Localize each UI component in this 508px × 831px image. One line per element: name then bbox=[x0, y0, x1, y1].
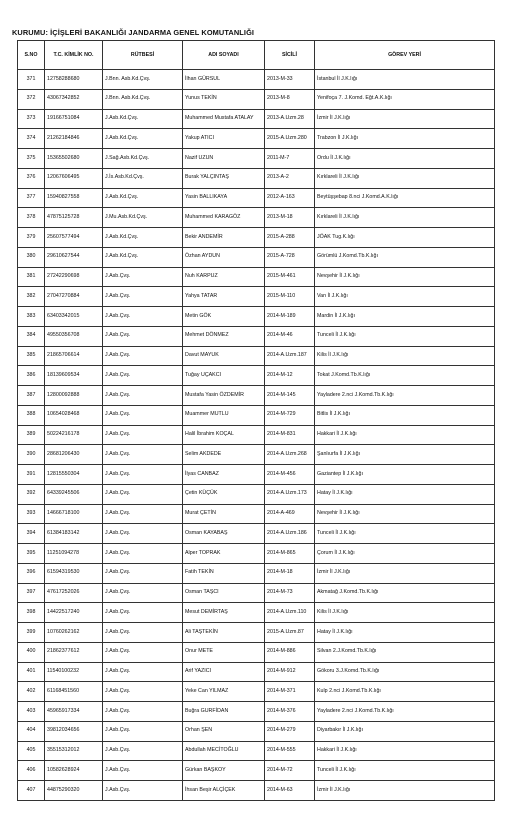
cell-tc-no: 10654028468 bbox=[45, 405, 103, 425]
cell-sno: 388 bbox=[18, 405, 45, 425]
cell-registry: 2013-M-18 bbox=[265, 208, 315, 228]
cell-duty-station: Hakkari İl J.K.lığı bbox=[315, 741, 495, 761]
cell-registry: 2014-M-729 bbox=[265, 405, 315, 425]
cell-full-name: Abdullah MECİTOĞLU bbox=[183, 741, 265, 761]
cell-rank: J.Asb.Kd.Çvş. bbox=[103, 188, 183, 208]
cell-rank: J.Asb.Çvş. bbox=[103, 405, 183, 425]
cell-duty-station: Kırklareli İl J.K.lığı bbox=[315, 168, 495, 188]
cell-duty-station: Tunceli İl J.K.lığı bbox=[315, 326, 495, 346]
cell-rank: J.Asb.Çvş. bbox=[103, 642, 183, 662]
table-body bbox=[18, 70, 495, 801]
cell-duty-station: Gaziantep İl J.K.lığı bbox=[315, 465, 495, 485]
cell-duty-station: Yayladere 2.nci J.Komd.Tb.K.lığı bbox=[315, 702, 495, 722]
cell-registry: 2014-A.Uzm.268 bbox=[265, 445, 315, 465]
cell-registry: 2014-M-46 bbox=[265, 326, 315, 346]
cell-tc-no: 27242290698 bbox=[45, 267, 103, 287]
header-rank: RÜTBESİ bbox=[103, 41, 183, 70]
cell-rank: J.Asb.Çvş. bbox=[103, 563, 183, 583]
cell-rank: J.Asb.Çvş. bbox=[103, 504, 183, 524]
cell-rank: J.Asb.Çvş. bbox=[103, 346, 183, 366]
cell-full-name: Mehmet DÖNMEZ bbox=[183, 326, 265, 346]
cell-sno: 383 bbox=[18, 307, 45, 327]
cell-sno: 396 bbox=[18, 563, 45, 583]
table-row bbox=[18, 168, 495, 188]
cell-full-name: Tuğay UÇAKCI bbox=[183, 366, 265, 386]
cell-tc-no: 27047270884 bbox=[45, 287, 103, 307]
cell-tc-no: 64339245506 bbox=[45, 484, 103, 504]
cell-registry: 2013-A-2 bbox=[265, 168, 315, 188]
cell-rank: J.Asb.Çvş. bbox=[103, 307, 183, 327]
cell-full-name: Halil İbrahim KOÇAL bbox=[183, 425, 265, 445]
table-header-row bbox=[18, 41, 495, 70]
cell-full-name: Fatih TEKİN bbox=[183, 563, 265, 583]
personnel-table bbox=[17, 40, 495, 801]
cell-rank: J.Asb.Kd.Çvş. bbox=[103, 109, 183, 129]
cell-tc-no: 15365502680 bbox=[45, 149, 103, 169]
cell-tc-no: 45965917334 bbox=[45, 702, 103, 722]
cell-full-name: Çetin KÜÇÜK bbox=[183, 484, 265, 504]
table-row bbox=[18, 524, 495, 544]
cell-tc-no: 21865706614 bbox=[45, 346, 103, 366]
cell-rank: J.Asb.Çvş. bbox=[103, 682, 183, 702]
table-row bbox=[18, 662, 495, 682]
cell-full-name: Muhammed KARAGÖZ bbox=[183, 208, 265, 228]
table-row bbox=[18, 761, 495, 781]
cell-registry: 2014-M-279 bbox=[265, 721, 315, 741]
cell-registry: 2014-M-555 bbox=[265, 741, 315, 761]
cell-tc-no: 61384183142 bbox=[45, 524, 103, 544]
table-row bbox=[18, 721, 495, 741]
cell-full-name: Yahya TATAR bbox=[183, 287, 265, 307]
cell-tc-no: 12758288680 bbox=[45, 70, 103, 90]
cell-tc-no: 43067342852 bbox=[45, 89, 103, 109]
cell-sno: 403 bbox=[18, 702, 45, 722]
cell-registry: 2015-A.Uzm.87 bbox=[265, 623, 315, 643]
cell-rank: J.Mu.Asb.Kd.Çvş. bbox=[103, 208, 183, 228]
cell-sno: 379 bbox=[18, 228, 45, 248]
table-row bbox=[18, 741, 495, 761]
cell-registry: 2011-M-7 bbox=[265, 149, 315, 169]
table-row bbox=[18, 445, 495, 465]
table-row bbox=[18, 247, 495, 267]
cell-registry: 2014-A.Uzm.187 bbox=[265, 346, 315, 366]
cell-rank: J.Asb.Çvş. bbox=[103, 326, 183, 346]
cell-full-name: İlyas CANBAZ bbox=[183, 465, 265, 485]
table-row bbox=[18, 544, 495, 564]
cell-sno: 372 bbox=[18, 89, 45, 109]
cell-tc-no: 12800092888 bbox=[45, 386, 103, 406]
cell-rank: J.Asb.Çvş. bbox=[103, 484, 183, 504]
cell-registry: 2014-M-456 bbox=[265, 465, 315, 485]
cell-duty-station: Tunceli İl J.K.lığı bbox=[315, 524, 495, 544]
cell-tc-no: 47875125728 bbox=[45, 208, 103, 228]
cell-tc-no: 12067606495 bbox=[45, 168, 103, 188]
cell-duty-station: Tunceli İl J.K.lığı bbox=[315, 761, 495, 781]
cell-full-name: Burak YALÇINTAŞ bbox=[183, 168, 265, 188]
cell-sno: 393 bbox=[18, 504, 45, 524]
cell-rank: J.Asb.Çvş. bbox=[103, 702, 183, 722]
cell-sno: 371 bbox=[18, 70, 45, 90]
header-full-name: ADI SOYADI bbox=[183, 41, 265, 70]
cell-registry: 2014-M-18 bbox=[265, 563, 315, 583]
cell-sno: 382 bbox=[18, 287, 45, 307]
cell-full-name: Metin GÖK bbox=[183, 307, 265, 327]
cell-duty-station: Akmatağ J.Komd.Tb.K.lığı bbox=[315, 583, 495, 603]
cell-duty-station: Kilis İl J.K.lığı bbox=[315, 346, 495, 366]
table-row bbox=[18, 682, 495, 702]
table-row bbox=[18, 208, 495, 228]
cell-rank: J.Asb.Çvş. bbox=[103, 465, 183, 485]
cell-tc-no: 29610627544 bbox=[45, 247, 103, 267]
table-row bbox=[18, 287, 495, 307]
cell-registry: 2014-M-886 bbox=[265, 642, 315, 662]
cell-registry: 2014-M-72 bbox=[265, 761, 315, 781]
cell-sno: 398 bbox=[18, 603, 45, 623]
header-registry: SİCİLİ bbox=[265, 41, 315, 70]
cell-tc-no: 35515312012 bbox=[45, 741, 103, 761]
cell-rank: J.Asb.Çvş. bbox=[103, 583, 183, 603]
cell-tc-no: 63403342015 bbox=[45, 307, 103, 327]
cell-full-name: Orhan ŞEN bbox=[183, 721, 265, 741]
table-row bbox=[18, 326, 495, 346]
cell-registry: 2014-M-73 bbox=[265, 583, 315, 603]
cell-sno: 376 bbox=[18, 168, 45, 188]
cell-registry: 2014-M-371 bbox=[265, 682, 315, 702]
cell-sno: 400 bbox=[18, 642, 45, 662]
cell-sno: 404 bbox=[18, 721, 45, 741]
cell-tc-no: 21862377612 bbox=[45, 642, 103, 662]
cell-duty-station: Kırklareli İl J.K.lığı bbox=[315, 208, 495, 228]
cell-tc-no: 11540100232 bbox=[45, 662, 103, 682]
cell-duty-station: Silvan 2.J.Komd.Tb.K.lığı bbox=[315, 642, 495, 662]
cell-registry: 2014-M-145 bbox=[265, 386, 315, 406]
cell-duty-station: İzmir İl J.K.lığı bbox=[315, 781, 495, 801]
cell-duty-station: Yenifoça 7. J.Komd. Eğt.A.K.lığı bbox=[315, 89, 495, 109]
cell-duty-station: Görümlü J.Komd.Tb.K.lığı bbox=[315, 247, 495, 267]
cell-rank: J.İs.Asb.Kd.Çvş. bbox=[103, 168, 183, 188]
cell-duty-station: Tokat J.Komd.Tb.K.lığı bbox=[315, 366, 495, 386]
cell-full-name: Mesut DEMİRTAŞ bbox=[183, 603, 265, 623]
header-sno: S.NO bbox=[18, 41, 45, 70]
cell-duty-station: Hatay İl J.K.lığı bbox=[315, 484, 495, 504]
table-row bbox=[18, 228, 495, 248]
table-row bbox=[18, 504, 495, 524]
cell-rank: J.Asb.Çvş. bbox=[103, 445, 183, 465]
table-row bbox=[18, 366, 495, 386]
cell-registry: 2015-A-288 bbox=[265, 228, 315, 248]
cell-full-name: Bekir ANDEMİR bbox=[183, 228, 265, 248]
cell-tc-no: 14666718100 bbox=[45, 504, 103, 524]
cell-sno: 384 bbox=[18, 326, 45, 346]
table-row bbox=[18, 267, 495, 287]
cell-registry: 2013-A.Uzm.28 bbox=[265, 109, 315, 129]
table-row bbox=[18, 346, 495, 366]
cell-rank: J.Asb.Kd.Çvş. bbox=[103, 247, 183, 267]
cell-rank: J.Asb.Çvş. bbox=[103, 623, 183, 643]
cell-full-name: Ali TAŞTEKİN bbox=[183, 623, 265, 643]
cell-tc-no: 61594319530 bbox=[45, 563, 103, 583]
cell-sno: 401 bbox=[18, 662, 45, 682]
cell-sno: 378 bbox=[18, 208, 45, 228]
cell-sno: 397 bbox=[18, 583, 45, 603]
cell-sno: 390 bbox=[18, 445, 45, 465]
cell-registry: 2015-M-461 bbox=[265, 267, 315, 287]
cell-tc-no: 25607577494 bbox=[45, 228, 103, 248]
table-row bbox=[18, 583, 495, 603]
cell-sno: 402 bbox=[18, 682, 45, 702]
table-row bbox=[18, 603, 495, 623]
cell-full-name: Onur METE bbox=[183, 642, 265, 662]
cell-full-name: Nazif UZUN bbox=[183, 149, 265, 169]
cell-rank: J.Asb.Kd.Çvş. bbox=[103, 129, 183, 149]
cell-duty-station: Çorum İl J.K.lığı bbox=[315, 544, 495, 564]
table-row bbox=[18, 465, 495, 485]
table-row bbox=[18, 307, 495, 327]
cell-full-name: Nuh KARPUZ bbox=[183, 267, 265, 287]
cell-rank: J.Sağ.Asb.Kd.Çvş. bbox=[103, 149, 183, 169]
table-row bbox=[18, 129, 495, 149]
cell-duty-station: Kilis İl J.K.lığı bbox=[315, 603, 495, 623]
cell-rank: J.Asb.Çvş. bbox=[103, 662, 183, 682]
cell-duty-station: Mardin İl J.K.lığı bbox=[315, 307, 495, 327]
cell-rank: J.Bnn. Asb.Kd.Çvş. bbox=[103, 70, 183, 90]
cell-registry: 2014-A.Uzm.173 bbox=[265, 484, 315, 504]
table-row bbox=[18, 702, 495, 722]
cell-sno: 407 bbox=[18, 781, 45, 801]
table-row bbox=[18, 425, 495, 445]
table-row bbox=[18, 405, 495, 425]
cell-rank: J.Asb.Çvş. bbox=[103, 267, 183, 287]
cell-full-name: Arif YAZICI bbox=[183, 662, 265, 682]
cell-full-name: Davut MAYUK bbox=[183, 346, 265, 366]
cell-sno: 394 bbox=[18, 524, 45, 544]
cell-registry: 2015-M-110 bbox=[265, 287, 315, 307]
cell-rank: J.Asb.Çvş. bbox=[103, 386, 183, 406]
cell-sno: 374 bbox=[18, 129, 45, 149]
cell-sno: 386 bbox=[18, 366, 45, 386]
cell-tc-no: 47617252026 bbox=[45, 583, 103, 603]
cell-tc-no: 61168451560 bbox=[45, 682, 103, 702]
table-row bbox=[18, 484, 495, 504]
cell-registry: 2014-A-469 bbox=[265, 504, 315, 524]
cell-duty-station: Nevşehir İl J.K.lığı bbox=[315, 504, 495, 524]
cell-full-name: Yakup ATICI bbox=[183, 129, 265, 149]
table-row bbox=[18, 188, 495, 208]
cell-registry: 2015-A.Uzm.280 bbox=[265, 129, 315, 149]
cell-full-name: Buğra GURFİDAN bbox=[183, 702, 265, 722]
cell-full-name: Yunus TEKİN bbox=[183, 89, 265, 109]
cell-duty-station: Beytüşşebap 8.nci J.Komd.A.K.lığı bbox=[315, 188, 495, 208]
cell-tc-no: 10582628924 bbox=[45, 761, 103, 781]
cell-tc-no: 11251094278 bbox=[45, 544, 103, 564]
cell-sno: 380 bbox=[18, 247, 45, 267]
cell-full-name: Yeke Can YILMAZ bbox=[183, 682, 265, 702]
cell-sno: 385 bbox=[18, 346, 45, 366]
cell-registry: 2014-M-189 bbox=[265, 307, 315, 327]
cell-registry: 2013-M-33 bbox=[265, 70, 315, 90]
cell-tc-no: 21262184846 bbox=[45, 129, 103, 149]
cell-duty-station: Hatay İl J.K.lığı bbox=[315, 623, 495, 643]
cell-full-name: Muhammed Mustafa ATALAY bbox=[183, 109, 265, 129]
cell-rank: J.Asb.Çvş. bbox=[103, 544, 183, 564]
cell-duty-station: Van İl J.K.lığı bbox=[315, 287, 495, 307]
cell-rank: J.Asb.Çvş. bbox=[103, 425, 183, 445]
cell-full-name: Muammer MUTLU bbox=[183, 405, 265, 425]
cell-sno: 399 bbox=[18, 623, 45, 643]
cell-duty-station: İzmir İl J.K.lığı bbox=[315, 563, 495, 583]
cell-registry: 2014-M-63 bbox=[265, 781, 315, 801]
cell-registry: 2014-A.Uzm.186 bbox=[265, 524, 315, 544]
table-row bbox=[18, 642, 495, 662]
cell-tc-no: 44875290320 bbox=[45, 781, 103, 801]
cell-registry: 2014-M-831 bbox=[265, 425, 315, 445]
cell-full-name: Murat ÇETİN bbox=[183, 504, 265, 524]
cell-full-name: Mustafa Yasin ÖZDEMİR bbox=[183, 386, 265, 406]
cell-tc-no: 50224216178 bbox=[45, 425, 103, 445]
cell-tc-no: 15940827558 bbox=[45, 188, 103, 208]
cell-tc-no: 14422517240 bbox=[45, 603, 103, 623]
cell-registry: 2014-A.Uzm.110 bbox=[265, 603, 315, 623]
table-row bbox=[18, 623, 495, 643]
header-tc-no: T.C. KİMLİK NO. bbox=[45, 41, 103, 70]
cell-duty-station: Kulp 2.nci J.Komd.Tb.K.lığı bbox=[315, 682, 495, 702]
cell-rank: J.Asb.Çvş. bbox=[103, 287, 183, 307]
cell-rank: J.Asb.Çvş. bbox=[103, 781, 183, 801]
cell-registry: 2014-M-376 bbox=[265, 702, 315, 722]
cell-tc-no: 49550356708 bbox=[45, 326, 103, 346]
table-row bbox=[18, 149, 495, 169]
cell-duty-station: Hakkari İl J.K.lığı bbox=[315, 425, 495, 445]
table-row bbox=[18, 781, 495, 801]
cell-registry: 2012-A-163 bbox=[265, 188, 315, 208]
cell-full-name: Yasin BALLIKAYA bbox=[183, 188, 265, 208]
cell-sno: 406 bbox=[18, 761, 45, 781]
cell-sno: 389 bbox=[18, 425, 45, 445]
cell-rank: J.Asb.Çvş. bbox=[103, 721, 183, 741]
cell-tc-no: 28681206430 bbox=[45, 445, 103, 465]
cell-full-name: Gürkan BAŞKOY bbox=[183, 761, 265, 781]
cell-registry: 2014-M-865 bbox=[265, 544, 315, 564]
cell-rank: J.Bnn. Asb.Kd.Çvş. bbox=[103, 89, 183, 109]
cell-tc-no: 12815550304 bbox=[45, 465, 103, 485]
cell-rank: J.Asb.Çvş. bbox=[103, 741, 183, 761]
cell-registry: 2014-M-12 bbox=[265, 366, 315, 386]
cell-tc-no: 18139609534 bbox=[45, 366, 103, 386]
cell-duty-station: Yayladere 2.nci J.Komd.Tb.K.lığı bbox=[315, 386, 495, 406]
cell-sno: 381 bbox=[18, 267, 45, 287]
cell-duty-station: İstanbul İl J.K.lığı bbox=[315, 70, 495, 90]
cell-rank: J.Asb.Kd.Çvş. bbox=[103, 228, 183, 248]
cell-sno: 405 bbox=[18, 741, 45, 761]
cell-sno: 373 bbox=[18, 109, 45, 129]
cell-sno: 387 bbox=[18, 386, 45, 406]
cell-duty-station: Trabzon İl J.K.lığı bbox=[315, 129, 495, 149]
cell-duty-station: JÖAK Tug.K.lığı bbox=[315, 228, 495, 248]
cell-duty-station: İzmir İl J.K.lığı bbox=[315, 109, 495, 129]
cell-tc-no: 19166751084 bbox=[45, 109, 103, 129]
cell-registry: 2014-M-912 bbox=[265, 662, 315, 682]
cell-sno: 391 bbox=[18, 465, 45, 485]
cell-full-name: Osman TAŞCI bbox=[183, 583, 265, 603]
table-row bbox=[18, 386, 495, 406]
cell-sno: 395 bbox=[18, 544, 45, 564]
cell-registry: 2013-M-8 bbox=[265, 89, 315, 109]
cell-full-name: Alper TOPRAK bbox=[183, 544, 265, 564]
document-title: KURUMU: İÇİŞLERİ BAKANLIĞI JANDARMA GENEL KOMUTANLIĞI bbox=[12, 28, 255, 37]
cell-duty-station: Gökoru 3.J.Komd.Tb.K.lığı bbox=[315, 662, 495, 682]
cell-full-name: İhsan Beşir ALÇİÇEK bbox=[183, 781, 265, 801]
cell-duty-station: Nevşehir İl J.K.lığı bbox=[315, 267, 495, 287]
cell-duty-station: Şanlıurfa İl J.K.lığı bbox=[315, 445, 495, 465]
cell-duty-station: Bitlis İl J.K.lığı bbox=[315, 405, 495, 425]
cell-duty-station: Ordu İl J.K.lığı bbox=[315, 149, 495, 169]
table-row bbox=[18, 109, 495, 129]
cell-sno: 375 bbox=[18, 149, 45, 169]
cell-full-name: Özhan AYDUN bbox=[183, 247, 265, 267]
cell-full-name: Selim AKDEDE bbox=[183, 445, 265, 465]
table-row bbox=[18, 563, 495, 583]
cell-tc-no: 39812034656 bbox=[45, 721, 103, 741]
cell-tc-no: 10760262162 bbox=[45, 623, 103, 643]
cell-full-name: Osman KAYABAŞ bbox=[183, 524, 265, 544]
cell-sno: 377 bbox=[18, 188, 45, 208]
cell-rank: J.Asb.Çvş. bbox=[103, 761, 183, 781]
cell-rank: J.Asb.Çvş. bbox=[103, 524, 183, 544]
cell-sno: 392 bbox=[18, 484, 45, 504]
cell-registry: 2015-A-728 bbox=[265, 247, 315, 267]
cell-duty-station: Diyarbakır İl J.K.lığı bbox=[315, 721, 495, 741]
table-row bbox=[18, 89, 495, 109]
cell-rank: J.Asb.Çvş. bbox=[103, 366, 183, 386]
cell-full-name: İlhan GÜRSUL bbox=[183, 70, 265, 90]
header-duty-station: GÖREV YERİ bbox=[315, 41, 495, 70]
table-row bbox=[18, 70, 495, 90]
cell-rank: J.Asb.Çvş. bbox=[103, 603, 183, 623]
